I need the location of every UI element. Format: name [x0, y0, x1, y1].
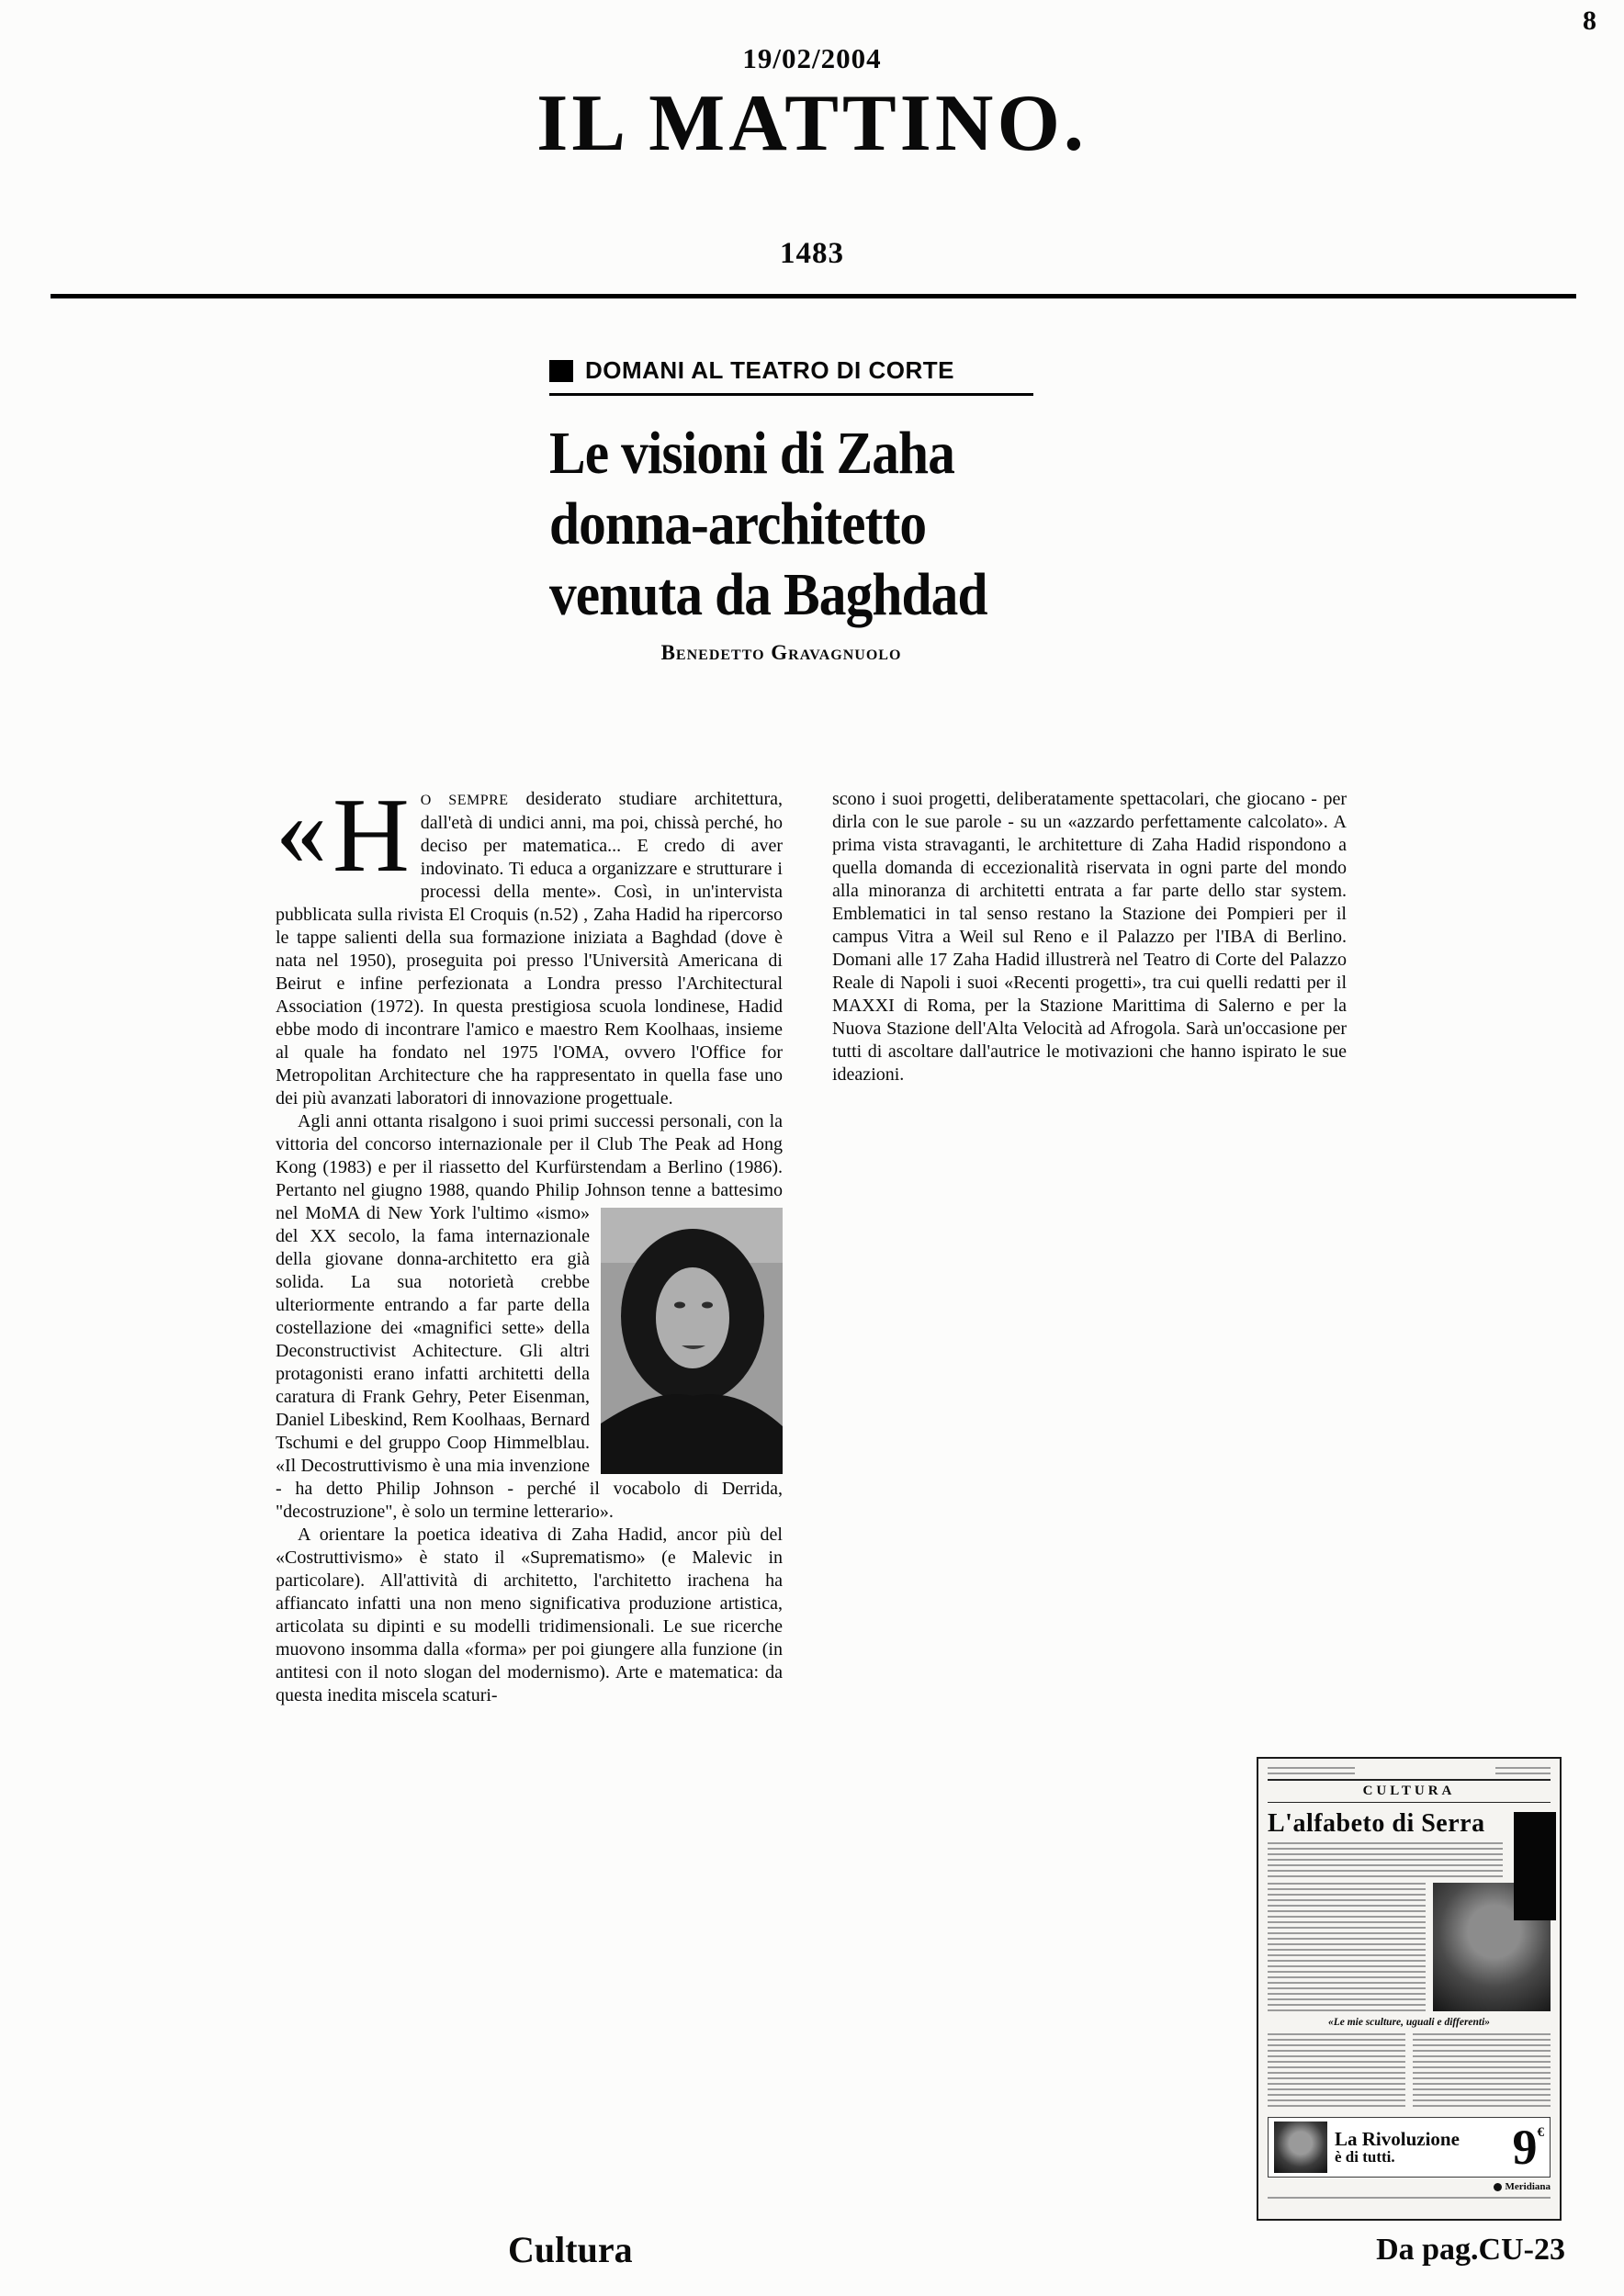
byline: Benedetto Gravagnuolo: [660, 641, 902, 664]
clip-top-folio: [1268, 1766, 1551, 1775]
edition-date: 19/02/2004: [742, 42, 882, 74]
clip-body-text: [1268, 1842, 1503, 1877]
page-number: 8: [1583, 6, 1596, 36]
paragraph-4: [832, 788, 1347, 1086]
paragraph-2-text-rest: nel MoMA di New York l'ultimo «ismo» del XX secolo, la fama internazionale della giovane donna-architetto era già solida. La sua notorietà crebbe ulteriormente entrando a far parte della costellazione dei «magnifici sette» della Deconstructivist Achitecture. Gli altri protagonisti erano infatti architetti della caratura di Frank Gehry, Peter Eisenman, Daniel Libeskind, Rem Koolhaas, Bernard Tschumi e del gruppo Coop Himmelblau. «Il Decostruttivismo è una mia invenzione - ha detto Philip Johnson - perché il vocabolo di Derrida, "decostruzione", è solo un termine letterario».: [276, 1203, 783, 1522]
clip-headline: L'alfabeto di Serra: [1268, 1809, 1485, 1838]
paragraph-1-text: desiderato studiare architettura, dall'età di undici anni, ma poi, chissà perché, ho deciso per matematica... E credo di aver indovinato. Ti educa a organizzare e strutturare i processi della mente». Così, in un'intervista pubblicata sulla rivista El Croquis (n.52) , Zaha Hadid ha ripercorso le tappe salienti della sua formazione iniziata a Baghdad (dove è nata nel 1950), proseguita poi presso l'Università Americana di Beirut e infine perfezionata a Londra presso l'Architectural Association (1972). In questa prestigiosa scuola londinese, Hadid ebbe modo di incontrare l'amico e maestro Rem Koolhaas, insieme al quale ha fondato nel 1975 l'OMA, ovvero l'Office for Metropolitan Architecture che ha rappresentato in quella fase uno dei più avanzati laboratori di innovazione progettuale.: [276, 789, 783, 1109]
kicker-square-icon: [549, 360, 573, 382]
clip-black-block: [1514, 1812, 1556, 1920]
paragraph-3-text: A orientare la poetica ideativa di Zaha Hadid, ancor più del «Costruttivismo» è stato il «Suprematismo» (e Malevic in particolare). All'attività di architetto, l'architetto irachena ha affiancato infatti una non meno significativa produzione artistica, articolata su dipinti e su modelli tridimensionali. Le sue ricerche muovono insomma dalla «forma» per poi giungere alla funzione (in antitesi con il noto slogan del modernismo). Arte e matematica: da questa inedita miscela scaturi-: [276, 1525, 783, 1705]
promo-photo: [1274, 2122, 1327, 2173]
clip-micro-text: [1268, 1767, 1355, 1774]
clip-brand-row: [1268, 2181, 1551, 2192]
clip-section-header: CULTURA: [1268, 1779, 1551, 1803]
headline: [549, 418, 1119, 630]
promo-title: La Rivoluzione: [1335, 2128, 1460, 2151]
paragraph-3: [276, 1524, 783, 1707]
masthead: IL MATTINO.: [536, 79, 1088, 168]
euro-icon: €: [1537, 2125, 1544, 2141]
paragraph-2: [276, 1110, 783, 1524]
footer-page-ref: Da pag.CU-23: [1376, 2233, 1565, 2267]
clip-body-text: [1413, 2033, 1551, 2110]
clip-caption: «Le mie sculture, uguali e differenti»: [1327, 2017, 1491, 2029]
kicker-text: DOMANI AL TEATRO DI CORTE: [585, 356, 955, 384]
portrait-photo-graphic: [601, 1208, 783, 1474]
clip-body-row: [1268, 1883, 1551, 2011]
open-quote-mark: «: [276, 773, 327, 887]
meridiana-logo-icon: [1494, 2183, 1502, 2191]
promo-price: [1512, 2120, 1545, 2176]
headline-line-2: donna-architetto: [549, 490, 927, 557]
kicker: [549, 356, 1033, 396]
drop-cap-letter: H: [333, 777, 410, 895]
clip-bottom-text: [1268, 2197, 1551, 2202]
lead-small-caps: O SEMPRE: [420, 793, 509, 808]
headline-line-3: venuta da Baghdad: [549, 561, 987, 628]
paragraph-2-text-start: Agli anni ottanta risalgono i suoi primi successi personali, con la vittoria del concorso internazionale per il Club The Peak ad Hong Kong (1983) e per il riassetto del Kurfürstendam a Berlino (1986). Pertanto nel giugno 1988, quando Philip Johnson tenne a battesimo: [276, 1111, 783, 1200]
promo-brand: Meridiana: [1505, 2181, 1551, 2193]
paragraph-1: [276, 773, 783, 1110]
related-page-clipping: [1257, 1757, 1562, 2221]
drop-cap: [276, 773, 410, 895]
article-header: [549, 356, 1119, 665]
clip-micro-text: [1495, 1767, 1551, 1774]
issue-number: 1483: [780, 237, 844, 270]
footer-section-label: Cultura: [508, 2229, 633, 2270]
headline-line-1: Le visioni di Zaha: [549, 420, 954, 487]
column-right: [832, 788, 1347, 1086]
promo-text: [1335, 2129, 1506, 2166]
clip-promo-strip: [1268, 2117, 1551, 2178]
clip-body-text: [1268, 1883, 1426, 2011]
promo-subtitle: è di tutti.: [1335, 2148, 1395, 2167]
clip-body-text: [1268, 2033, 1405, 2110]
promo-price-number: 9: [1512, 2120, 1538, 2176]
column-left: [276, 773, 783, 1707]
clip-body-columns: [1268, 2033, 1551, 2110]
header-rule: [51, 294, 1576, 298]
paragraph-4-text: scono i suoi progetti, deliberatamente spettacolari, che giocano - per dirla con le sue parole - su un «azzardo perfettamente calcolato». A prima vista stravaganti, le architetture di Zaha Hadid rispondono a quella domanda di eccezionalità riservata in ogni parte del mondo alla minoranza di architetti entrata a far parte dello star system. Emblematici in tal senso restano la Stazione dei Pompieri per il campus Vitra a Weil sul Reno e il Palazzo per l'IBA di Berlino. Domani alle 17 Zaha Hadid illustrerà nel Teatro di Corte del Palazzo Reale di Napoli i suoi «Recenti progetti», tra cui quelli redatti per il MAXXI di Roma, per la Stazione Marittima di Salerno e per la Nuova Stazione dell'Alta Velocità ad Afrogola. Sarà un'occasione per tutti di ascoltare dall'autrice le motivazioni che hanno ispirato le sue ideazioni.: [832, 789, 1347, 1085]
zaha-hadid-photo: [601, 1208, 783, 1474]
